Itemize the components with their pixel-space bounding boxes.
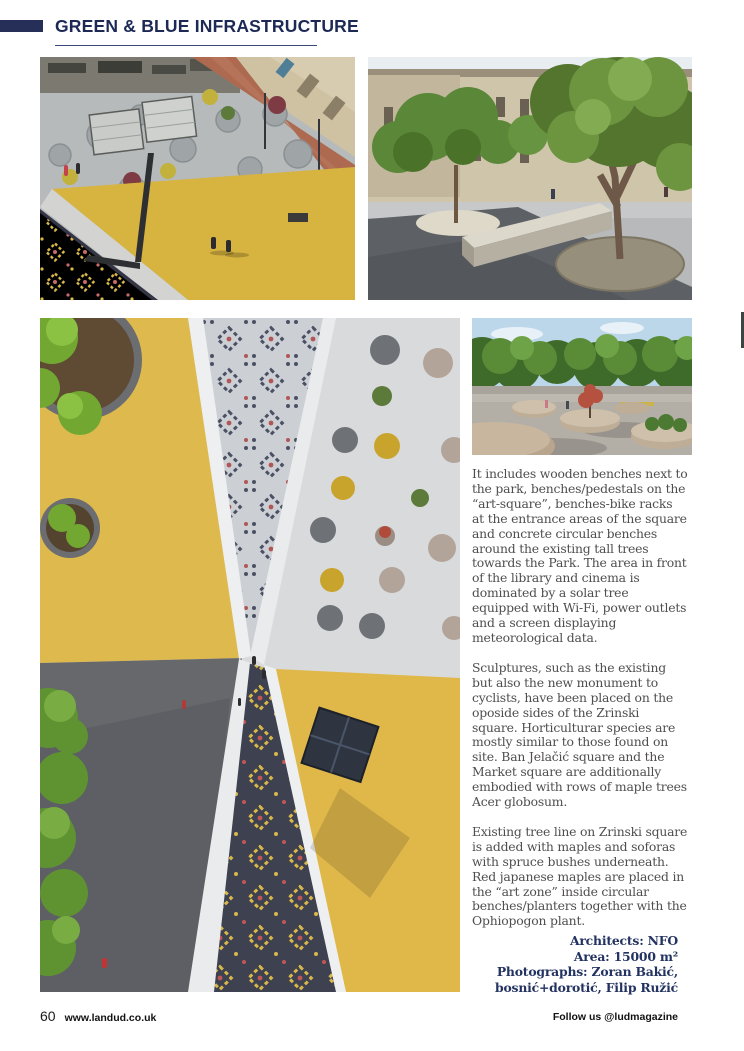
paragraph-sculptures: Sculptures, such as the existing but also the new monument to cyclists, have been placed on the oposide sides of the Zrinski square. Horticulturar species are mostly similar to those found on site. Ban Jelačić square and the Market square are additionally embodied with rows of maple trees Acer globosum.: [472, 659, 687, 810]
header-accent-bar: [0, 20, 43, 32]
credit-photographs-2: bosnić+dorotić, Filip Ružić: [495, 979, 678, 995]
footer-left: [40, 1008, 156, 1024]
paragraph-tree-line: Existing tree line on Zrinski square is added with maples and soforas with spruce bushes underneath. Red japanese maples are placed in the “art zone” inside circular benches/planters together with the Ophiopogon plant.: [472, 823, 688, 929]
site-url-link[interactable]: www.landud.co.uk: [64, 1012, 157, 1024]
photo-aerial-plaza-solar-tree: [40, 57, 355, 300]
credit-architects: Architects: NFO: [569, 933, 678, 948]
project-credits: [472, 933, 678, 995]
article-body: [472, 467, 688, 944]
photo-park-circular-planters: [472, 318, 692, 455]
photo-aerial-crossing-paths: [40, 318, 460, 992]
title-underline: [55, 45, 317, 46]
page-title: GREEN & BLUE INFRASTRUCTURE: [55, 16, 359, 36]
page-number: 60: [40, 1008, 56, 1024]
credit-area: Area: 15000 m²: [573, 948, 678, 964]
social-follow-link[interactable]: Follow us @ludmagazine: [552, 1011, 678, 1023]
paragraph-benches: It includes wooden benches next to the park, benches/pedestals on the “art-square”, benches-bike racks at the entrance areas of the square and concrete circular benches around the existing tall trees towards the Park. The area in front of the library and cinema is dominated by a solar tree equipped with Wi-Fi, power outlets and a screen displaying meteorological data.: [472, 466, 688, 645]
photo-square-trees-bench: [368, 57, 692, 300]
credit-photographs-1: Photographs: Zoran Bakić,: [496, 964, 678, 979]
